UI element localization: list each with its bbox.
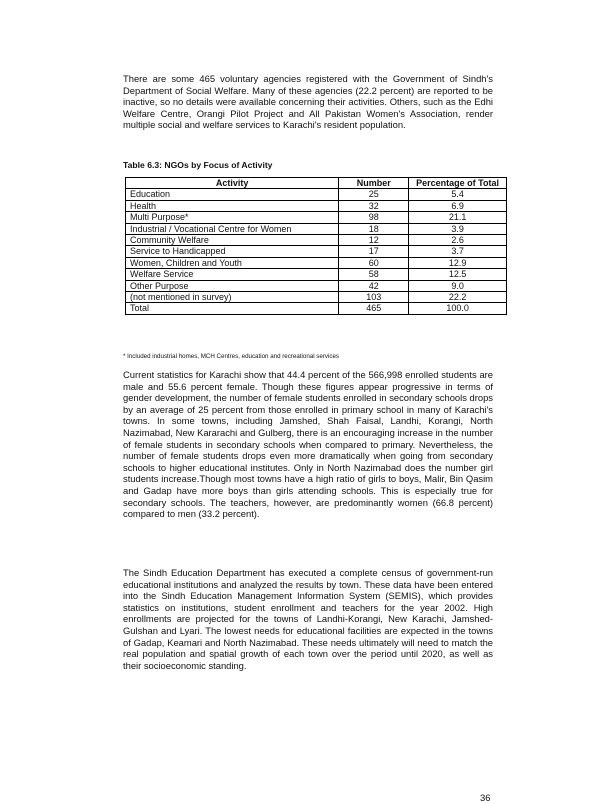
- number-cell: 17: [339, 246, 409, 257]
- table-row: [126, 212, 507, 223]
- page-number: 36: [480, 793, 491, 804]
- percentage-cell: 12.9: [409, 257, 507, 268]
- activity-cell: Education: [126, 189, 339, 200]
- number-cell: 60: [339, 257, 409, 268]
- table-row: [126, 257, 507, 268]
- table-total-row: [126, 303, 507, 314]
- table-row: [126, 189, 507, 200]
- percentage-cell: 3.9: [409, 223, 507, 234]
- percentage-cell: 100.0: [409, 303, 507, 314]
- education-statistics-paragraph: Current statistics for Karachi show that 44.4 percent of the 566,998 enrolled students are male and 55.6 percent female. Though these figures appear progressive in terms of gender development, the number of female students enrolled in secondary schools drops by an average of 25 percent from those enrolled in primary school in many of Karachi's towns. In some towns, including Jamshed, Shah Faisal, Landhi, Korangi, North Nazimabad, New Kararachi and Gulberg, there is an encouraging increase in the number of female students in secondary schools when compared to primary. Nevertheless, the number of female students drops even more dramatically when going from secondary schools to higher educational institutes. Only in North Nazimabad does the number girl students increase.Though most towns have a high ratio of girls to boys, Malir, Bin Qasim and Gadap have more boys than girls attending schools. This is especially true for secondary schools. The teachers, however, are predominantly women (66.8 percent) compared to men (33.2 percent).: [123, 369, 493, 520]
- intro-paragraph: There are some 465 voluntary agencies registered with the Government of Sindh's Department of Social Welfare. Many of these agencies (22.2 percent) are reported to be inactive, so no details were available concerning their activities. Others, such as the Edhi Welfare Centre, Orangi Pilot Project and All Pakistan Women's Association, render multiple social and welfare services to Karachi's resident population.: [123, 73, 493, 131]
- activity-cell: (not mentioned in survey): [126, 292, 339, 303]
- percentage-cell: 12.5: [409, 269, 507, 280]
- table-row: [126, 269, 507, 280]
- percentage-cell: 3.7: [409, 246, 507, 257]
- percentage-cell: 9.0: [409, 280, 507, 291]
- number-cell: 12: [339, 235, 409, 246]
- activity-cell: Other Purpose: [126, 280, 339, 291]
- table-row: [126, 280, 507, 291]
- education-census-paragraph: The Sindh Education Department has executed a complete census of government-run educational institutions and analyzed the results by town. These data have been entered into the Sindh Education Management Information System (SEMIS), which provides statistics on institutions, student enrollment and teachers for the year 2002. High enrollments are projected for the towns of Landhi-Korangi, New Karachi, Jamshed-Gulshan and Lyari. The lowest needs for educational facilities are expected in the towns of Gadap, Keamari and North Nazimabad. These needs ultimately will need to match the real population and spatial growth of each town over the period until 2020, as well as their socioeconomic standing.: [123, 567, 493, 671]
- number-cell: 103: [339, 292, 409, 303]
- ngo-activity-table: [125, 177, 507, 315]
- table-row: [126, 200, 507, 211]
- percentage-cell: 2.6: [409, 235, 507, 246]
- header-number: Number: [339, 178, 409, 189]
- activity-cell: Women, Children and Youth: [126, 257, 339, 268]
- table-caption: Table 6.3: NGOs by Focus of Activity: [123, 160, 273, 170]
- table-header-row: [126, 178, 507, 189]
- table-row: [126, 292, 507, 303]
- number-cell: 42: [339, 280, 409, 291]
- activity-cell: Multi Purpose*: [126, 212, 339, 223]
- number-cell: 465: [339, 303, 409, 314]
- table-row: [126, 246, 507, 257]
- percentage-cell: 6.9: [409, 200, 507, 211]
- activity-cell: Service to Handicapped: [126, 246, 339, 257]
- number-cell: 25: [339, 189, 409, 200]
- percentage-cell: 21.1: [409, 212, 507, 223]
- activity-cell: Community Welfare: [126, 235, 339, 246]
- activity-cell: Industrial / Vocational Centre for Women: [126, 223, 339, 234]
- percentage-cell: 5.4: [409, 189, 507, 200]
- header-percentage: Percentage of Total: [409, 178, 507, 189]
- number-cell: 32: [339, 200, 409, 211]
- number-cell: 58: [339, 269, 409, 280]
- percentage-cell: 22.2: [409, 292, 507, 303]
- number-cell: 98: [339, 212, 409, 223]
- header-activity: Activity: [126, 178, 339, 189]
- table-footnote: * Included industrial homes, MCH Centres, education and recreational services: [123, 353, 339, 360]
- number-cell: 18: [339, 223, 409, 234]
- table-row: [126, 223, 507, 234]
- activity-cell: Welfare Service: [126, 269, 339, 280]
- activity-cell: Health: [126, 200, 339, 211]
- table-row: [126, 235, 507, 246]
- activity-cell: Total: [126, 303, 339, 314]
